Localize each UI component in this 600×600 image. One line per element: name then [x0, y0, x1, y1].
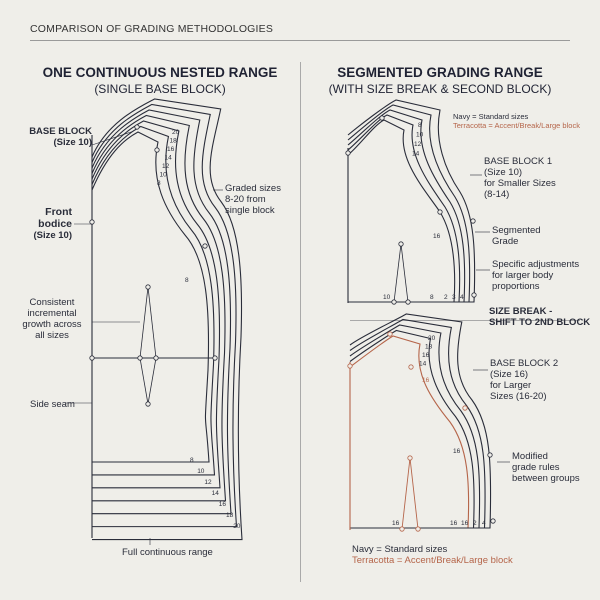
- block2-outline: [350, 331, 474, 529]
- size-label-top: 18: [169, 137, 177, 145]
- block1-hem-label: 8: [430, 294, 434, 301]
- block2-hem-label: 16: [461, 520, 469, 527]
- block2-outline: [350, 336, 469, 528]
- pattern-point: [491, 519, 495, 523]
- block2-hem-label: 4: [482, 520, 486, 527]
- specific-adjustments-label: Specific adjustments for larger body proportions: [492, 259, 580, 292]
- size-label-top: 12: [162, 163, 170, 170]
- left-panel-title: ONE CONTINUOUS NESTED RANGE: [42, 65, 278, 80]
- legend-bottom: Navy = Standard sizes Terracotta = Accent/Break/Large block: [352, 544, 513, 566]
- block2-hem-label: 16: [392, 520, 400, 527]
- block1-hem-label: 2: [444, 294, 448, 301]
- pattern-point: [90, 356, 94, 360]
- block1-size-label: 10: [416, 131, 424, 139]
- base-block-label: BASE BLOCK (Size 10): [29, 126, 92, 148]
- block1-size-label: 12: [414, 141, 422, 148]
- pattern-point: [90, 220, 94, 224]
- block1-hem-label: 10: [383, 294, 391, 301]
- pattern-point: [400, 527, 404, 531]
- size-label-top: 16: [167, 146, 175, 153]
- pointer-line: [92, 131, 134, 145]
- block1-outline: [348, 110, 465, 302]
- pattern-point: [155, 148, 159, 152]
- pattern-point: [409, 365, 413, 369]
- bodice-outline: [92, 132, 209, 462]
- right-panel-title: SEGMENTED GRADING RANGE: [337, 65, 543, 80]
- block1-size-label: 8: [418, 122, 422, 129]
- pattern-point: [348, 364, 352, 368]
- size-label-top: 10: [159, 171, 167, 179]
- size-label-side: 8: [185, 277, 189, 284]
- block2-outline: [350, 320, 485, 529]
- pattern-point: [488, 453, 492, 457]
- pattern-point: [406, 300, 410, 304]
- pattern-point: [213, 356, 217, 360]
- block1-hem-label: 3: [452, 294, 456, 301]
- size-label-hem: 16: [218, 501, 227, 508]
- block2-size-label: 14: [419, 360, 427, 368]
- size-label-top: 14: [164, 154, 172, 162]
- base-block-2-label: BASE BLOCK 2 (Size 16) for Larger Sizes (16-20): [490, 358, 559, 402]
- pattern-point: [388, 332, 392, 336]
- right-panel-subtitle: (WITH SIZE BREAK & SECOND BLOCK): [328, 82, 552, 96]
- full-range-label: Full continuous range: [122, 547, 213, 558]
- pattern-point: [154, 356, 158, 360]
- graded-sizes-label: Graded sizes 8-20 from single block: [225, 183, 281, 216]
- size-break-label: SIZE BREAK - SHIFT TO 2ND BLOCK: [489, 306, 591, 328]
- segmented-grade-label: Segmented Grade: [492, 225, 541, 247]
- front-bodice-label: Front bodice (Size 10): [33, 206, 72, 241]
- modified-grade-label: Modified grade rules between groups: [512, 451, 580, 484]
- block2-inner-label: 16: [422, 377, 430, 384]
- size-label-hem: 8: [190, 457, 194, 464]
- pattern-point: [463, 406, 467, 410]
- legend-top: Navy = Standard sizes Terracotta = Accent/Break/Large block: [453, 112, 580, 130]
- block1-side-label: 16: [433, 233, 441, 240]
- pattern-point: [146, 402, 150, 406]
- bodice-outline: [92, 121, 220, 488]
- pattern-point: [416, 527, 420, 531]
- size-label-hem: 20: [233, 523, 241, 530]
- bodice-dart: [140, 287, 156, 404]
- bodice-outline: [92, 127, 215, 475]
- pattern-point: [438, 210, 442, 214]
- block1-outline: [348, 100, 475, 302]
- side-seam-label: Side seam: [30, 399, 75, 410]
- pattern-point: [471, 219, 475, 223]
- pattern-point: [138, 356, 142, 360]
- block2-size-label: 16: [422, 352, 430, 359]
- block1-dart: [394, 244, 408, 302]
- block1-hem-label: 4: [460, 294, 464, 301]
- pattern-point: [346, 151, 350, 155]
- size-label-hem: 10: [197, 468, 205, 475]
- block2-size-label: 18: [425, 343, 433, 351]
- size-label-hem: 14: [211, 490, 219, 497]
- pattern-point: [392, 300, 396, 304]
- base-block-1-label: BASE BLOCK 1 (Size 10) for Smaller Sizes (8-14): [484, 156, 556, 200]
- block2-side-label: 16: [453, 448, 461, 455]
- block2-hem-label: 16: [450, 520, 458, 527]
- size-label-top: 20: [172, 129, 180, 136]
- size-label-hem: 12: [204, 479, 212, 486]
- pattern-point: [135, 125, 139, 129]
- pattern-point: [408, 456, 412, 460]
- block2-dart: [402, 458, 418, 529]
- size-label-top: 8: [157, 180, 161, 187]
- left-panel-subtitle: (SINGLE BASE BLOCK): [94, 82, 226, 96]
- pattern-point: [380, 116, 384, 120]
- pattern-point: [203, 244, 207, 248]
- block2-hem-label: 2: [473, 520, 477, 527]
- consistent-growth-label: Consistent incremental growth across all sizes: [22, 297, 82, 341]
- block1-size-label: 14: [412, 150, 420, 158]
- pattern-point: [399, 242, 403, 246]
- block2-size-label: 20: [428, 335, 436, 342]
- pattern-point: [146, 285, 150, 289]
- pattern-point: [472, 293, 476, 297]
- size-label-hem: 18: [226, 512, 234, 519]
- page-header: COMPARISON OF GRADING METHODOLOGIES: [30, 23, 274, 35]
